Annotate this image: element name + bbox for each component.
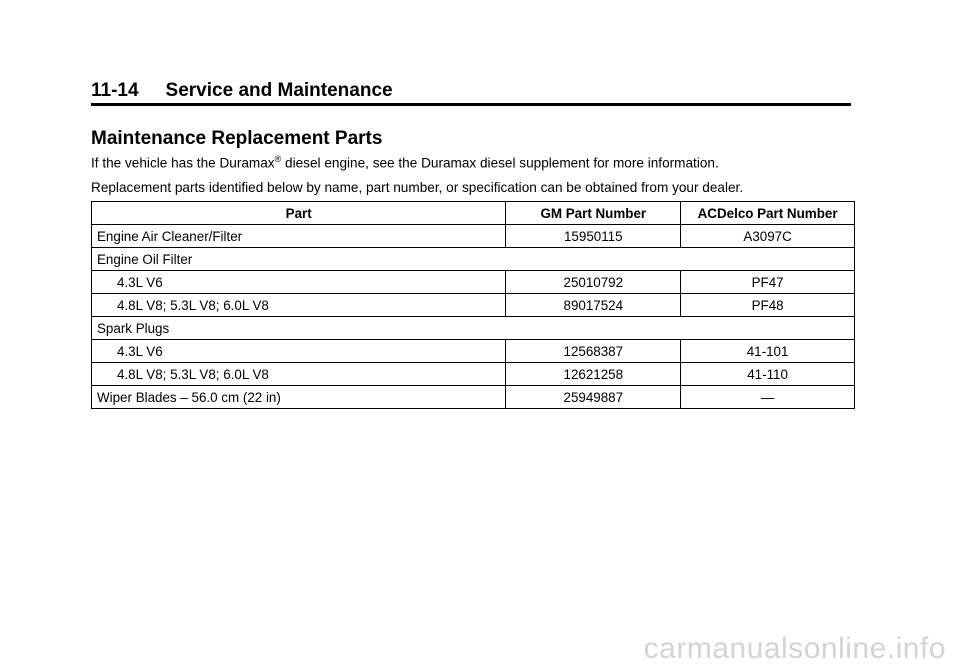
table-row xyxy=(92,340,855,363)
replacement-parts-table xyxy=(91,201,855,409)
duramax-note xyxy=(91,154,719,171)
table-row xyxy=(92,363,855,386)
part-name: 4.8L V8; 5.3L V8; 6.0L V8 xyxy=(92,363,506,386)
header-rule xyxy=(91,103,851,106)
table-row xyxy=(92,271,855,294)
duramax-note-end: diesel engine, see the Duramax diesel supplement for more information. xyxy=(281,155,719,171)
page-header xyxy=(91,80,851,102)
gm-part-number: 15950115 xyxy=(506,225,681,248)
dealer-note: Replacement parts identified below by name, part number, or specification can be obtained from your dealer. xyxy=(91,180,744,195)
part-name: Engine Air Cleaner/Filter xyxy=(92,225,506,248)
chapter-title: Service and Maintenance xyxy=(165,80,393,101)
part-group-name: Spark Plugs xyxy=(92,317,855,340)
gm-part-number: 89017524 xyxy=(506,294,681,317)
page-number: 11-14 xyxy=(91,80,139,101)
table-row xyxy=(92,294,855,317)
part-group-name: Engine Oil Filter xyxy=(92,248,855,271)
gm-part-number: 25010792 xyxy=(506,271,681,294)
table-group-row xyxy=(92,248,855,271)
duramax-note-start: If the vehicle has the Duramax xyxy=(91,155,275,171)
gm-part-number: 12621258 xyxy=(506,363,681,386)
table-row xyxy=(92,386,855,409)
acdelco-part-number: — xyxy=(681,386,855,409)
acdelco-part-number: 41-110 xyxy=(681,363,855,386)
acdelco-part-number: A3097C xyxy=(681,225,855,248)
part-name: 4.3L V6 xyxy=(92,340,506,363)
table-row xyxy=(92,225,855,248)
acdelco-part-number: PF48 xyxy=(681,294,855,317)
column-header-acdelco-part-number: ACDelco Part Number xyxy=(681,202,855,225)
table-header-row xyxy=(92,202,855,225)
acdelco-part-number: 41-101 xyxy=(681,340,855,363)
registered-mark: ® xyxy=(274,154,282,164)
column-header-gm-part-number: GM Part Number xyxy=(506,202,681,225)
watermark: carmanualsonline.info xyxy=(643,632,946,665)
acdelco-part-number: PF47 xyxy=(681,271,855,294)
part-name: Wiper Blades – 56.0 cm (22 in) xyxy=(92,386,506,409)
section-title: Maintenance Replacement Parts xyxy=(91,128,383,149)
gm-part-number: 12568387 xyxy=(506,340,681,363)
part-name: 4.8L V8; 5.3L V8; 6.0L V8 xyxy=(92,294,506,317)
part-name: 4.3L V6 xyxy=(92,271,506,294)
table-group-row xyxy=(92,317,855,340)
column-header-part: Part xyxy=(92,202,506,225)
gm-part-number: 25949887 xyxy=(506,386,681,409)
